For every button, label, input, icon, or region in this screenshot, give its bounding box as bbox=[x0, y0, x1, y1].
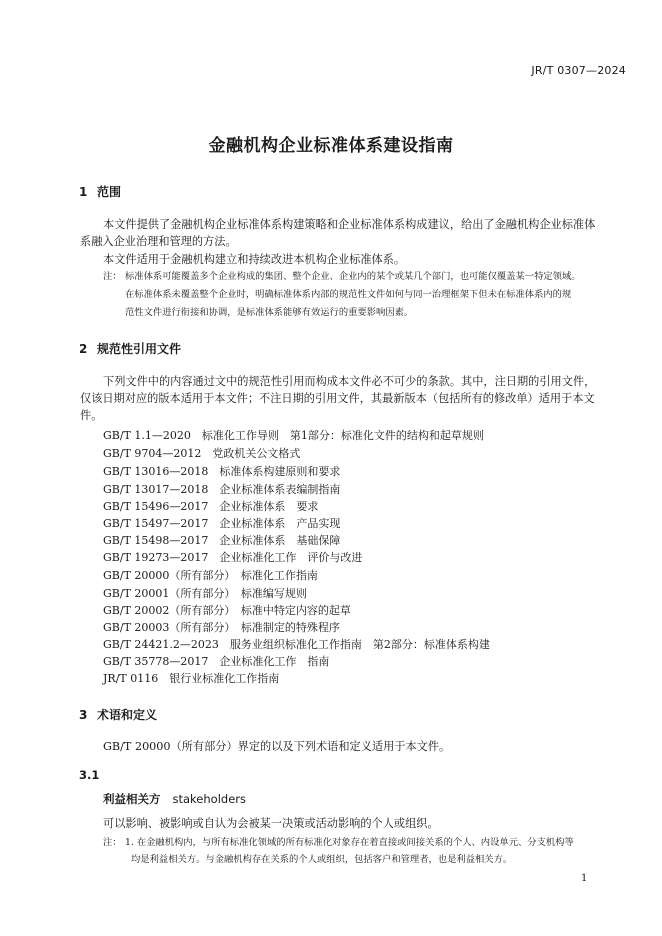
scope-paragraph-1: 本文件提供了金融机构企业标准体系构建策略和企业标准体系构成建议，给出了金融机构企业标准体系融入企业治理和管理的方法。 bbox=[80, 218, 596, 248]
section-number: 2 bbox=[79, 342, 88, 356]
reference-item: GB/T 35778—2017 企业标准化工作 指南 bbox=[103, 655, 330, 668]
section-title: 范围 bbox=[97, 185, 122, 199]
reference-item: GB/T 20001（所有部分） 标准编写规则 bbox=[103, 587, 307, 600]
reference-item: GB/T 15496—2017 企业标准体系 要求 bbox=[103, 500, 319, 513]
reference-item: GB/T 15498—2017 企业标准体系 基础保障 bbox=[103, 534, 341, 547]
reference-item: GB/T 1.1—2020 标准化工作导则 第1部分：标准化文件的结构和起草规则 bbox=[103, 429, 484, 442]
note-line: 均是利益相关方。与金融机构存在关系的个人或组织，包括客户和管理者，也是利益相关方。 bbox=[131, 854, 513, 865]
term-name-zh: 利益相关方 bbox=[103, 792, 161, 806]
reference-item: GB/T 20000（所有部分） 标准化工作指南 bbox=[103, 569, 318, 582]
section-3-heading bbox=[79, 706, 157, 723]
reference-item: GB/T 9704—2012 党政机关公文格式 bbox=[103, 447, 301, 460]
section-title: 规范性引用文件 bbox=[97, 342, 182, 356]
note-line: 范性文件进行衔接和协调，是标准体系能够有效运行的重要影响因素。 bbox=[125, 307, 414, 318]
note-line: 标准体系可能覆盖多个企业构成的集团、整个企业、企业内的某个或某几个部门，也可能仅覆盖某一特定领域。 bbox=[125, 271, 581, 282]
section-number: 1 bbox=[79, 185, 88, 199]
term-note bbox=[103, 834, 574, 851]
term-definition: 可以影响、被影响或自认为会被某一决策或活动影响的个人或组织。 bbox=[103, 817, 439, 830]
scope-note bbox=[103, 268, 581, 285]
reference-item: GB/T 19273—2017 企业标准化工作 评价与改进 bbox=[103, 551, 363, 564]
reference-item: GB/T 24421.2—2023 服务业组织标准化工作指南 第2部分：标准体系构建 bbox=[103, 638, 490, 651]
note-line: 1. 在金融机构内，与所有标准化领域的所有标准化对象存在着直接或间接关系的个人、内设单元、分支机构等 bbox=[125, 837, 574, 848]
reference-item: GB/T 20003（所有部分） 标准制定的特殊程序 bbox=[103, 621, 340, 634]
reference-item: JR/T 0116 银行业标准化工作指南 bbox=[103, 672, 280, 685]
section-number: 3 bbox=[79, 708, 88, 722]
page-title: 金融机构企业标准体系建设指南 bbox=[208, 136, 454, 156]
term-name-en: stakeholders bbox=[172, 792, 246, 806]
section-title: 术语和定义 bbox=[97, 708, 158, 722]
note-label: 注： bbox=[103, 271, 122, 282]
note-line: 在标准体系未覆盖整个企业时，明确标准体系内部的规范性文件如何与同一治理框架下但未在标准体系内的规 bbox=[125, 289, 572, 300]
reference-item: GB/T 20002（所有部分） 标准中特定内容的起草 bbox=[103, 604, 351, 617]
section-2-heading bbox=[79, 340, 181, 357]
note-label: 注： bbox=[103, 837, 122, 848]
reference-item: GB/T 13017—2018 企业标准体系表编制指南 bbox=[103, 483, 341, 496]
references-intro: 下列文件中的内容通过文中的规范性引用而构成本文件必不可少的条款。其中，注日期的引用文件，仅该日期对应的版本适用于本文件；不注日期的引用文件，其最新版本（包括所有的修改单）适用于本文件。 bbox=[80, 375, 596, 422]
term-heading bbox=[103, 791, 246, 807]
reference-item: GB/T 13016—2018 标准体系构建原则和要求 bbox=[103, 465, 341, 478]
reference-item: GB/T 15497—2017 企业标准体系 产品实现 bbox=[103, 517, 341, 530]
document-code: JR/T 0307—2024 bbox=[531, 64, 626, 77]
section-1-heading bbox=[79, 183, 121, 200]
terms-intro: GB/T 20000（所有部分）界定的以及下列术语和定义适用于本文件。 bbox=[103, 740, 451, 753]
page-number: 1 bbox=[581, 873, 588, 884]
scope-paragraph-2: 本文件适用于金融机构建立和持续改进本机构企业标准体系。 bbox=[103, 253, 406, 266]
term-number: 3.1 bbox=[79, 768, 100, 782]
